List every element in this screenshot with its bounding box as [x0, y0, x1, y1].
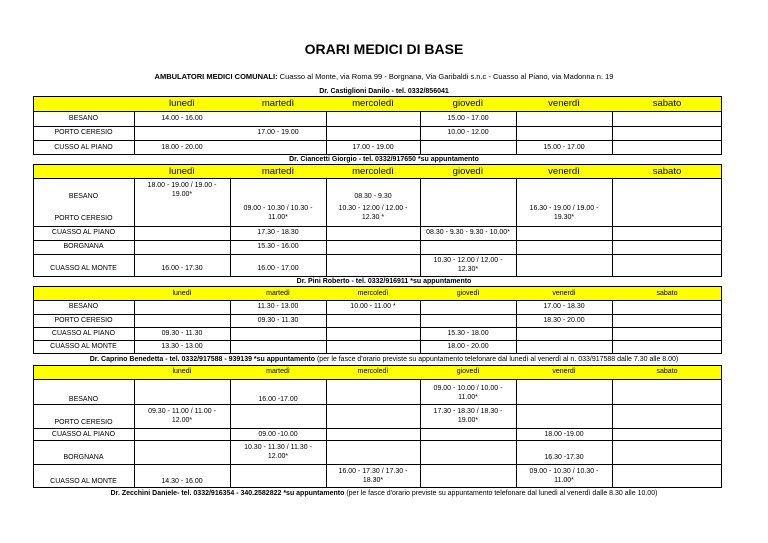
place-label: PORTO CERESIO	[54, 129, 113, 136]
doctor4-header	[0, 356, 768, 364]
day-sabato: sabato	[656, 290, 678, 297]
place-label: PORTO CERESIO	[54, 317, 113, 324]
day-mercoledi: mercoledì	[352, 166, 394, 177]
time-slot: 09.00 - 10.00 / 10.00 - 11.00*	[433, 385, 503, 401]
place-label: BORGNANA	[63, 454, 104, 461]
day-venerdi: venerdì	[552, 368, 576, 375]
time-slot: 11.30 - 13.00	[257, 303, 299, 310]
time-slot: 17.00 - 19.00	[257, 129, 299, 136]
place-label: CUASSO AL PIANO	[51, 431, 116, 438]
time-slot: 15.30 - 18.00	[447, 330, 489, 337]
time-slot: 09.00 -10.00	[258, 431, 298, 438]
day-giovedi: giovedì	[456, 290, 480, 297]
time-slot: 10.00 - 11.00 *	[350, 303, 396, 310]
page-title: ORARI MEDICI DI BASE	[304, 41, 464, 57]
time-slot: 10.30 - 11.30 / 11.30 - 12.00*	[244, 444, 312, 460]
place-label: CUASSO AL PIANO	[51, 229, 116, 236]
day-lunedi: lunedì	[172, 368, 192, 375]
day-sabato: sabato	[652, 166, 682, 177]
day-martedi: martedì	[261, 98, 295, 109]
time-slot: 09.30 - 11.30	[161, 330, 203, 337]
place-label: BESANO	[68, 193, 99, 200]
time-slot: 09.30 - 11.30	[257, 317, 299, 324]
time-slot: 16.00 - 17.00	[257, 265, 299, 272]
day-sabato: sabato	[652, 98, 682, 109]
time-slot: 08.30 - 9.30 - 9.30 - 10.00*	[426, 229, 510, 236]
time-slot: 18.00 - 20.00	[161, 144, 203, 151]
time-slot: 17.30 - 18.30 / 18.30 - 19.00*	[433, 408, 503, 424]
time-slot: 13.30 - 13.00	[161, 343, 203, 350]
day-venerdi: venerdì	[552, 290, 576, 297]
time-slot: 18.30 - 20.00	[543, 317, 585, 324]
subtitle	[0, 72, 768, 81]
time-slot: 16.30 -17.30	[544, 454, 584, 461]
day-martedi: martedì	[261, 166, 295, 177]
time-slot: 10.00 - 12.00	[447, 129, 489, 136]
time-slot: 18.00 -19.00	[544, 431, 584, 438]
day-lunedi: lunedì	[169, 166, 195, 177]
time-slot: 09.30 - 11.00 / 11.00 - 12.00*	[148, 408, 216, 424]
doctor1-header: Dr. Castiglioni Danilo - tel. 0332/856041	[319, 88, 449, 95]
day-giovedi: giovedì	[452, 98, 484, 109]
day-giovedi: giovedì	[452, 166, 484, 177]
day-venerdi: venerdì	[548, 98, 580, 109]
time-slot: 10.30 - 12.00 / 12.00 - 12.30*	[433, 257, 503, 273]
place-label: BORGNANA	[63, 243, 104, 250]
time-slot: 14.30 - 16.00	[161, 478, 203, 485]
time-slot: 17.00 - 19.00	[352, 144, 394, 151]
place-label: CUSSO AL PIANO	[54, 144, 113, 151]
time-slot: 10.30 - 12.00 / 12.00 - 12.30 *	[338, 205, 408, 221]
day-lunedi: lunedì	[172, 290, 192, 297]
day-martedi: martedì	[266, 290, 290, 297]
day-lunedi: lunedì	[169, 98, 195, 109]
time-slot: 15.30 - 16.00	[257, 243, 299, 250]
day-venerdi: venerdì	[548, 166, 580, 177]
day-giovedi: giovedì	[456, 368, 480, 375]
time-slot: 16.30 - 19.00 / 19.00 - 19.30*	[529, 205, 599, 221]
doctor4-header-rest: (per le fasce d'orario previste su appuntamento telefonare dal lunedì al venerdì al n. 033/917588 dalle 7.30 alle 8.00)	[315, 356, 679, 363]
place-label: CUASSO AL PIANO	[51, 330, 116, 337]
doctor3-header: Dr. Pini Roberto - tel. 0332/916911 *su appuntamento	[296, 278, 472, 285]
place-label: CUASSO AL MONTE	[50, 343, 117, 350]
subtitle-rest: Cuasso al Monte, via Roma 99 - Borgnana, Via Garibaldi s.n.c - Cuasso al Piano, via Madonna n. 19	[277, 72, 614, 81]
place-label: PORTO CERESIO	[54, 215, 113, 222]
time-slot: 17.00 - 18.30	[543, 303, 585, 310]
day-mercoledi: mercoledì	[352, 98, 394, 109]
time-slot: 15.00 - 17.00	[447, 115, 489, 122]
place-label: BESANO	[68, 303, 99, 310]
place-label: CUASSO AL MONTE	[50, 265, 117, 272]
footer-note	[0, 490, 768, 498]
place-label: PORTO CERESIO	[54, 419, 113, 426]
footer-rest: (per le fasce d'orario previste su appuntamento telefonare dal lunedì al venerdì dalle 8.30 alle 10.00)	[344, 490, 658, 497]
day-mercoledi: mercoledì	[357, 368, 389, 375]
day-martedi: martedì	[266, 368, 290, 375]
time-slot: 09.00 - 10.30 / 10.30 - 11.00*	[243, 205, 313, 221]
doctor2-header: Dr. Ciancetti Giorgio - tel. 0332/917650 *su appuntamento	[289, 156, 479, 163]
footer-bold: Dr. Zecchini Daniele- tel. 0332/916354 - 340.2582822 *su appuntamento	[110, 490, 345, 497]
time-slot: 18.00 - 19.00 / 19.00 - 19.00*	[147, 182, 217, 198]
time-slot: 08.30 - 9.30	[354, 193, 392, 200]
day-mercoledi: mercoledì	[357, 290, 389, 297]
place-label: CUASSO AL MONTE	[50, 478, 117, 485]
time-slot: 15.00 - 17.00	[543, 144, 585, 151]
time-slot: 09.00 - 10.30 / 10.30 - 11.00*	[529, 468, 599, 484]
time-slot: 17.30 - 18.30	[257, 229, 299, 236]
place-label: BESANO	[68, 396, 99, 403]
place-label: BESANO	[68, 115, 99, 122]
day-sabato: sabato	[656, 368, 678, 375]
time-slot: 16.00 - 17.30 / 17.30 - 18.30*	[338, 468, 408, 484]
subtitle-bold: AMBULATORI MEDICI COMUNALI:	[154, 72, 278, 81]
time-slot: 18.00 - 20.00	[447, 343, 489, 350]
time-slot: 14.00 - 16.00	[161, 115, 203, 122]
time-slot: 16.00 - 17.30	[161, 265, 203, 272]
time-slot: 16.00 -17.00	[258, 396, 298, 403]
doctor4-header-bold: Dr. Caprino Benedetta - tel. 0332/917588 - 939139 *su appuntamento	[89, 356, 315, 363]
